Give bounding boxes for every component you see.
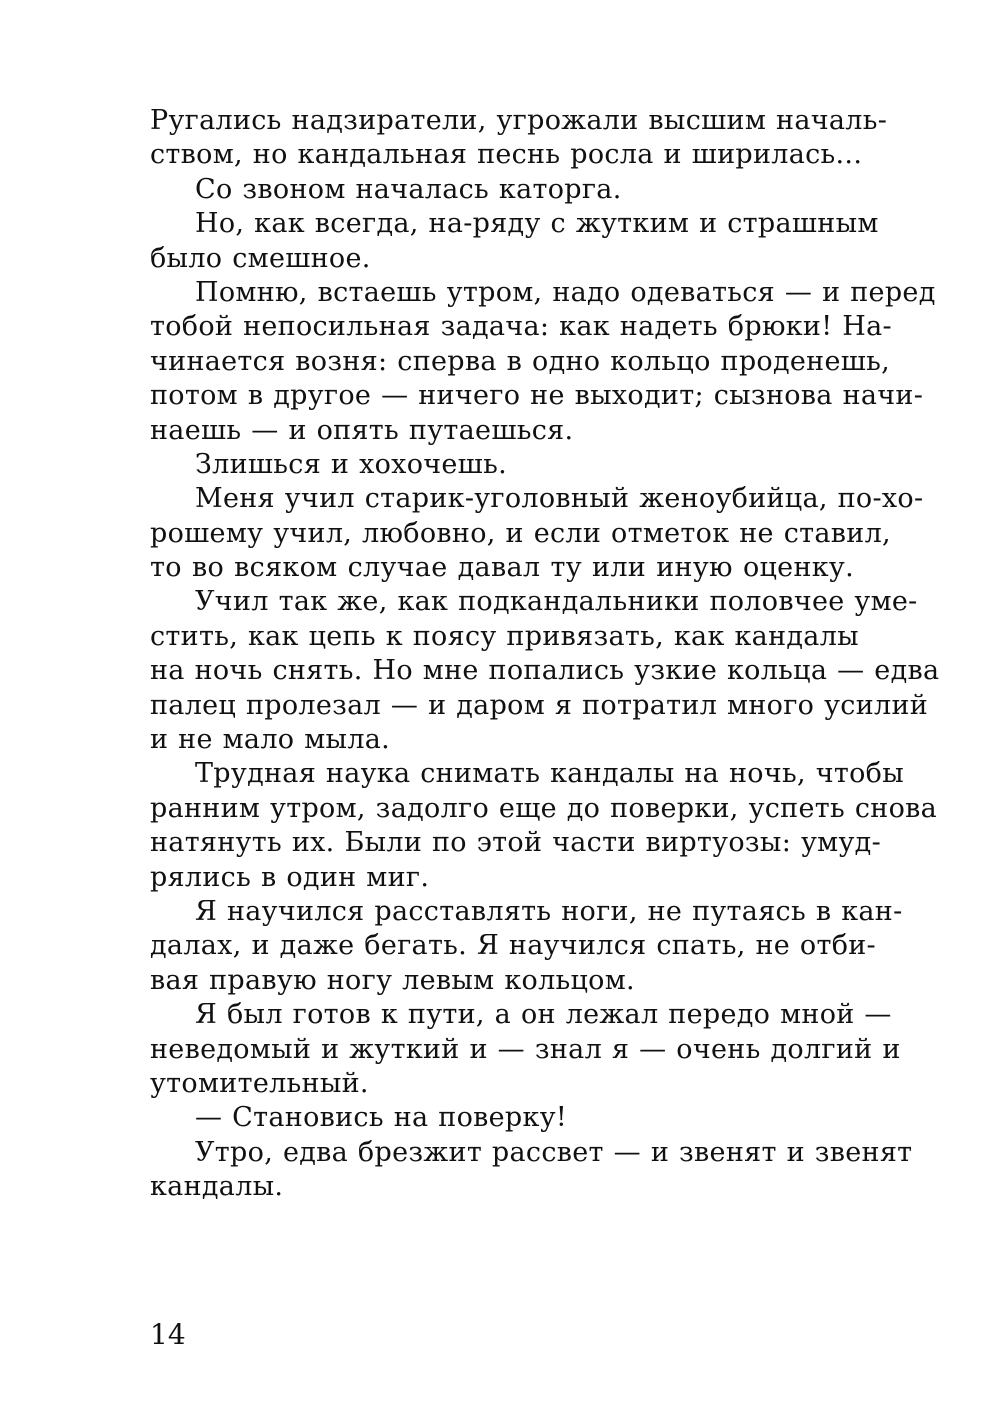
text-line: тобой непосильная задача: как надеть брюки! На- bbox=[150, 311, 892, 343]
text-line: рялись в один миг. bbox=[150, 861, 430, 893]
text-line: и не мало мыла. bbox=[150, 724, 391, 756]
page-body bbox=[150, 104, 940, 1205]
paragraph-first-line: Трудная наука снимать кандалы на ночь, чтобы bbox=[195, 758, 905, 790]
dialogue-line: — Становись на поверку! bbox=[195, 1102, 568, 1134]
text-line: вая правую ногу левым кольцом. bbox=[150, 964, 635, 996]
paragraph-first-line: Злишься и хохочешь. bbox=[195, 448, 507, 480]
text-line: палец пролезал — и даром я потратил много усилий bbox=[150, 689, 929, 721]
text-line: стить, как цепь к поясу привязать, как кандалы bbox=[150, 620, 859, 652]
text-line: рошему учил, любовно, и если отметок не ставил, bbox=[150, 517, 891, 549]
text-line: Ругались надзиратели, угрожали высшим началь- bbox=[150, 105, 888, 136]
paragraph-first-line: Со звоном началась каторга. bbox=[195, 173, 622, 205]
text-line: ством, но кандальная песнь росла и ширилась... bbox=[150, 139, 863, 171]
paragraph-first-line: Помню, встаешь утром, надо одеваться — и перед bbox=[195, 276, 936, 308]
paragraph-first-line: Но, как всегда, на-ряду с жутким и страшным bbox=[195, 208, 879, 240]
paragraph-first-line: Меня учил старик-уголовный женоубийца, по-хо- bbox=[195, 483, 924, 515]
text-line: чинается возня: сперва в одно кольцо проденешь, bbox=[150, 345, 891, 377]
text-line: наешь — и опять путаешься. bbox=[150, 414, 574, 446]
paragraph-first-line: Я научился расставлять ноги, не путаясь в кан- bbox=[195, 895, 903, 927]
text-line: кандалы. bbox=[150, 1171, 284, 1203]
paragraph-first-line: Я был готов к пути, а он лежал передо мной — bbox=[195, 999, 892, 1031]
text-line: то во всяком случае давал ту или иную оценку. bbox=[150, 552, 854, 584]
text-line: утомительный. bbox=[150, 1067, 369, 1099]
paragraph-first-line: Учил так же, как подкандальники половчее уме- bbox=[195, 586, 918, 618]
text-line: натянуть их. Были по этой части виртуозы: умуд- bbox=[150, 827, 881, 859]
page-number: 14 bbox=[150, 1318, 186, 1351]
text-line: неведомый и жуткий и — знал я — очень долгий и bbox=[150, 1033, 901, 1065]
text-line: потом в другое — ничего не выходит; сызнова начи- bbox=[150, 380, 924, 412]
paragraph-first-line: Утро, едва брезжит рассвет — и звенят и звенят bbox=[195, 1136, 913, 1168]
text-line: ранним утром, задолго еще до поверки, успеть снова bbox=[150, 792, 938, 824]
text-line: далах, и даже бегать. Я научился спать, не отби- bbox=[150, 930, 876, 962]
text-line: на ночь снять. Но мне попались узкие кольца — едва bbox=[150, 655, 940, 687]
text-line: было смешное. bbox=[150, 242, 371, 274]
